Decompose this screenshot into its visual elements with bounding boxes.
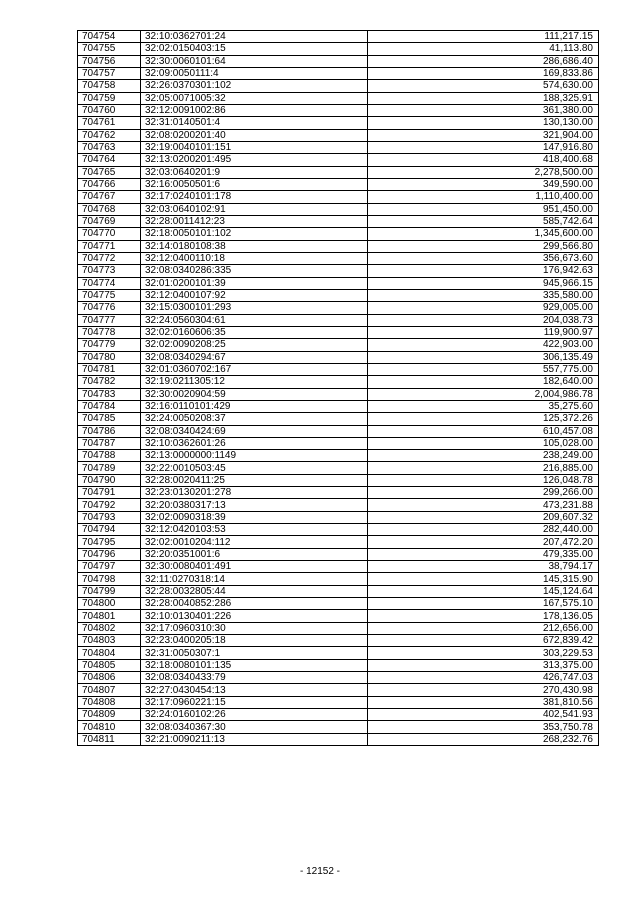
table-row (78, 215, 599, 227)
amount-cell: 422,903.00 (368, 339, 599, 351)
amount-cell: 238,249.00 (368, 450, 599, 462)
table-row (78, 573, 599, 585)
table-row (78, 203, 599, 215)
amount-cell: 41,113.80 (368, 43, 599, 55)
cadastral-number-cell: 32:18:0080101:135 (141, 659, 368, 671)
table-row (78, 647, 599, 659)
record-id-cell: 704777 (78, 314, 141, 326)
amount-cell: 361,380.00 (368, 104, 599, 116)
table-row (78, 277, 599, 289)
cadastral-number-cell: 32:31:0140501:4 (141, 117, 368, 129)
record-id-cell: 704790 (78, 474, 141, 486)
record-id-cell: 704758 (78, 80, 141, 92)
table-row (78, 721, 599, 733)
table-row (78, 31, 599, 43)
cadastral-number-cell: 32:02:0090208:25 (141, 339, 368, 351)
amount-cell: 207,472.20 (368, 536, 599, 548)
amount-cell: 130,130.00 (368, 117, 599, 129)
table-row (78, 635, 599, 647)
cadastral-number-cell: 32:03:0640201:9 (141, 166, 368, 178)
record-id-cell: 704770 (78, 228, 141, 240)
table-row (78, 326, 599, 338)
cadastral-number-cell: 32:17:0960310:30 (141, 622, 368, 634)
record-id-cell: 704768 (78, 203, 141, 215)
amount-cell: 945,966.15 (368, 277, 599, 289)
table-row (78, 314, 599, 326)
cadastral-number-cell: 32:02:0090318:39 (141, 511, 368, 523)
record-id-cell: 704767 (78, 191, 141, 203)
amount-cell: 216,885.00 (368, 462, 599, 474)
record-id-cell: 704809 (78, 709, 141, 721)
cadastral-number-cell: 32:12:0400107:92 (141, 289, 368, 301)
record-id-cell: 704784 (78, 400, 141, 412)
amount-cell: 381,810.56 (368, 696, 599, 708)
amount-cell: 402,541.93 (368, 709, 599, 721)
cadastral-number-cell: 32:03:0640102:91 (141, 203, 368, 215)
table-row (78, 240, 599, 252)
record-id-cell: 704811 (78, 733, 141, 745)
amount-cell: 557,775.00 (368, 363, 599, 375)
record-id-cell: 704760 (78, 104, 141, 116)
table-row (78, 659, 599, 671)
table-row (78, 437, 599, 449)
record-id-cell: 704805 (78, 659, 141, 671)
amount-cell: 35,275.60 (368, 400, 599, 412)
record-id-cell: 704778 (78, 326, 141, 338)
cadastral-number-cell: 32:21:0090211:13 (141, 733, 368, 745)
record-id-cell: 704759 (78, 92, 141, 104)
table-row (78, 351, 599, 363)
cadastral-number-cell: 32:01:0200101:39 (141, 277, 368, 289)
record-id-cell: 704776 (78, 302, 141, 314)
cadastral-number-cell: 32:14:0180108:38 (141, 240, 368, 252)
table-row (78, 548, 599, 560)
amount-cell: 178,136.05 (368, 610, 599, 622)
record-id-cell: 704798 (78, 573, 141, 585)
record-id-cell: 704771 (78, 240, 141, 252)
record-id-cell: 704799 (78, 585, 141, 597)
table-row (78, 561, 599, 573)
cadastral-number-cell: 32:09:0050111:4 (141, 67, 368, 79)
table-row (78, 610, 599, 622)
record-id-cell: 704786 (78, 425, 141, 437)
table-row (78, 67, 599, 79)
amount-cell: 204,038.73 (368, 314, 599, 326)
cadastral-number-cell: 32:22:0010503:45 (141, 462, 368, 474)
amount-cell: 268,232.76 (368, 733, 599, 745)
table-row (78, 178, 599, 190)
cadastral-number-cell: 32:08:0200201:40 (141, 129, 368, 141)
amount-cell: 299,266.00 (368, 487, 599, 499)
cadastral-number-cell: 32:28:0011412:23 (141, 215, 368, 227)
table-row (78, 388, 599, 400)
record-id-cell: 704810 (78, 721, 141, 733)
record-id-cell: 704763 (78, 141, 141, 153)
cadastral-number-cell: 32:10:0362601:26 (141, 437, 368, 449)
amount-cell: 1,110,400.00 (368, 191, 599, 203)
table-row (78, 696, 599, 708)
record-id-cell: 704765 (78, 166, 141, 178)
record-id-cell: 704757 (78, 67, 141, 79)
table-row (78, 252, 599, 264)
table-row (78, 733, 599, 745)
amount-cell: 335,580.00 (368, 289, 599, 301)
table-row (78, 524, 599, 536)
amount-cell: 145,124.64 (368, 585, 599, 597)
record-id-cell: 704766 (78, 178, 141, 190)
cadastral-number-cell: 32:19:0211305:12 (141, 376, 368, 388)
table-row (78, 536, 599, 548)
table-row (78, 92, 599, 104)
records-table-body (78, 31, 599, 746)
cadastral-number-cell: 32:08:0340286:335 (141, 265, 368, 277)
table-row (78, 709, 599, 721)
cadastral-number-cell: 32:02:0150403:15 (141, 43, 368, 55)
table-row (78, 425, 599, 437)
record-id-cell: 704801 (78, 610, 141, 622)
amount-cell: 176,942.63 (368, 265, 599, 277)
cadastral-number-cell: 32:20:0351001:6 (141, 548, 368, 560)
table-row (78, 672, 599, 684)
record-id-cell: 704773 (78, 265, 141, 277)
cadastral-number-cell: 32:16:0050501:6 (141, 178, 368, 190)
amount-cell: 610,457.08 (368, 425, 599, 437)
cadastral-number-cell: 32:13:0200201:495 (141, 154, 368, 166)
table-row (78, 43, 599, 55)
amount-cell: 147,916.80 (368, 141, 599, 153)
record-id-cell: 704803 (78, 635, 141, 647)
cadastral-number-cell: 32:23:0130201:278 (141, 487, 368, 499)
record-id-cell: 704780 (78, 351, 141, 363)
record-id-cell: 704775 (78, 289, 141, 301)
table-row (78, 55, 599, 67)
cadastral-number-cell: 32:02:0010204:112 (141, 536, 368, 548)
amount-cell: 2,004,986.78 (368, 388, 599, 400)
cadastral-number-cell: 32:18:0050101:102 (141, 228, 368, 240)
amount-cell: 951,450.00 (368, 203, 599, 215)
record-id-cell: 704762 (78, 129, 141, 141)
record-id-cell: 704772 (78, 252, 141, 264)
amount-cell: 574,630.00 (368, 80, 599, 92)
record-id-cell: 704755 (78, 43, 141, 55)
amount-cell: 299,566.80 (368, 240, 599, 252)
record-id-cell: 704781 (78, 363, 141, 375)
table-row (78, 400, 599, 412)
record-id-cell: 704764 (78, 154, 141, 166)
record-id-cell: 704788 (78, 450, 141, 462)
record-id-cell: 704787 (78, 437, 141, 449)
table-row (78, 302, 599, 314)
table-row (78, 228, 599, 240)
amount-cell: 313,375.00 (368, 659, 599, 671)
table-row (78, 80, 599, 92)
table-row (78, 413, 599, 425)
amount-cell: 306,135.49 (368, 351, 599, 363)
table-row (78, 511, 599, 523)
cadastral-number-cell: 32:19:0040101:151 (141, 141, 368, 153)
cadastral-number-cell: 32:02:0160606:35 (141, 326, 368, 338)
amount-cell: 145,315.90 (368, 573, 599, 585)
table-row (78, 450, 599, 462)
record-id-cell: 704807 (78, 684, 141, 696)
cadastral-number-cell: 32:08:0340433:79 (141, 672, 368, 684)
cadastral-number-cell: 32:15:0300101:293 (141, 302, 368, 314)
table-row (78, 154, 599, 166)
amount-cell: 303,229.53 (368, 647, 599, 659)
record-id-cell: 704756 (78, 55, 141, 67)
record-id-cell: 704789 (78, 462, 141, 474)
cadastral-number-cell: 32:30:0020904:59 (141, 388, 368, 400)
table-row (78, 684, 599, 696)
table-row (78, 462, 599, 474)
cadastral-number-cell: 32:24:0160102:26 (141, 709, 368, 721)
cadastral-number-cell: 32:08:0340424:69 (141, 425, 368, 437)
amount-cell: 418,400.68 (368, 154, 599, 166)
record-id-cell: 704802 (78, 622, 141, 634)
table-row (78, 191, 599, 203)
amount-cell: 585,742.64 (368, 215, 599, 227)
cadastral-number-cell: 32:10:0362701:24 (141, 31, 368, 43)
amount-cell: 169,833.86 (368, 67, 599, 79)
record-id-cell: 704774 (78, 277, 141, 289)
record-id-cell: 704808 (78, 696, 141, 708)
amount-cell: 672,839.42 (368, 635, 599, 647)
amount-cell: 479,335.00 (368, 548, 599, 560)
table-row (78, 104, 599, 116)
amount-cell: 167,575.10 (368, 598, 599, 610)
table-row (78, 166, 599, 178)
cadastral-number-cell: 32:08:0340367:30 (141, 721, 368, 733)
cadastral-number-cell: 32:28:0020411:25 (141, 474, 368, 486)
cadastral-number-cell: 32:12:0400110:18 (141, 252, 368, 264)
table-row (78, 141, 599, 153)
record-id-cell: 704761 (78, 117, 141, 129)
record-id-cell: 704792 (78, 499, 141, 511)
cadastral-number-cell: 32:16:0110101:429 (141, 400, 368, 412)
cadastral-number-cell: 32:24:0050208:37 (141, 413, 368, 425)
record-id-cell: 704782 (78, 376, 141, 388)
amount-cell: 111,217.15 (368, 31, 599, 43)
amount-cell: 473,231.88 (368, 499, 599, 511)
amount-cell: 286,686.40 (368, 55, 599, 67)
table-row (78, 339, 599, 351)
amount-cell: 349,590.00 (368, 178, 599, 190)
cadastral-number-cell: 32:13:0000000:1149 (141, 450, 368, 462)
amount-cell: 126,048.78 (368, 474, 599, 486)
record-id-cell: 704794 (78, 524, 141, 536)
record-id-cell: 704800 (78, 598, 141, 610)
cadastral-number-cell: 32:26:0370301:102 (141, 80, 368, 92)
cadastral-number-cell: 32:30:0060101:64 (141, 55, 368, 67)
record-id-cell: 704779 (78, 339, 141, 351)
table-row (78, 265, 599, 277)
record-id-cell: 704785 (78, 413, 141, 425)
record-id-cell: 704769 (78, 215, 141, 227)
amount-cell: 270,430.98 (368, 684, 599, 696)
record-id-cell: 704791 (78, 487, 141, 499)
amount-cell: 38,794.17 (368, 561, 599, 573)
table-row (78, 363, 599, 375)
amount-cell: 929,005.00 (368, 302, 599, 314)
cadastral-number-cell: 32:12:0091002:86 (141, 104, 368, 116)
cadastral-number-cell: 32:01:0360702:167 (141, 363, 368, 375)
table-row (78, 598, 599, 610)
amount-cell: 282,440.00 (368, 524, 599, 536)
table-row (78, 474, 599, 486)
amount-cell: 212,656.00 (368, 622, 599, 634)
record-id-cell: 704797 (78, 561, 141, 573)
cadastral-number-cell: 32:11:0270318:14 (141, 573, 368, 585)
table-row (78, 376, 599, 388)
record-id-cell: 704795 (78, 536, 141, 548)
table-row (78, 129, 599, 141)
record-id-cell: 704783 (78, 388, 141, 400)
records-table (77, 30, 599, 746)
amount-cell: 182,640.00 (368, 376, 599, 388)
amount-cell: 209,607.32 (368, 511, 599, 523)
cadastral-number-cell: 32:23:0400205:18 (141, 635, 368, 647)
amount-cell: 1,345,600.00 (368, 228, 599, 240)
table-row (78, 487, 599, 499)
table-row (78, 585, 599, 597)
record-id-cell: 704804 (78, 647, 141, 659)
cadastral-number-cell: 32:08:0340294:67 (141, 351, 368, 363)
amount-cell: 353,750.78 (368, 721, 599, 733)
cadastral-number-cell: 32:27:0430454:13 (141, 684, 368, 696)
record-id-cell: 704793 (78, 511, 141, 523)
cadastral-number-cell: 32:17:0960221:15 (141, 696, 368, 708)
amount-cell: 2,278,500.00 (368, 166, 599, 178)
record-id-cell: 704806 (78, 672, 141, 684)
table-row (78, 289, 599, 301)
amount-cell: 125,372.26 (368, 413, 599, 425)
record-id-cell: 704754 (78, 31, 141, 43)
cadastral-number-cell: 32:31:0050307:1 (141, 647, 368, 659)
amount-cell: 321,904.00 (368, 129, 599, 141)
amount-cell: 119,900.97 (368, 326, 599, 338)
cadastral-number-cell: 32:28:0040852:286 (141, 598, 368, 610)
record-id-cell: 704796 (78, 548, 141, 560)
amount-cell: 426,747.03 (368, 672, 599, 684)
cadastral-number-cell: 32:05:0071005:32 (141, 92, 368, 104)
cadastral-number-cell: 32:20:0380317:13 (141, 499, 368, 511)
table-row (78, 499, 599, 511)
cadastral-number-cell: 32:30:0080401:491 (141, 561, 368, 573)
cadastral-number-cell: 32:24:0560304:61 (141, 314, 368, 326)
table-row (78, 117, 599, 129)
cadastral-number-cell: 32:17:0240101:178 (141, 191, 368, 203)
amount-cell: 356,673.60 (368, 252, 599, 264)
amount-cell: 188,325.91 (368, 92, 599, 104)
cadastral-number-cell: 32:10:0130401:226 (141, 610, 368, 622)
page-number: - 12152 - (299, 866, 341, 877)
cadastral-number-cell: 32:28:0032805:44 (141, 585, 368, 597)
table-row (78, 622, 599, 634)
cadastral-number-cell: 32:12:0420103:53 (141, 524, 368, 536)
amount-cell: 105,028.00 (368, 437, 599, 449)
